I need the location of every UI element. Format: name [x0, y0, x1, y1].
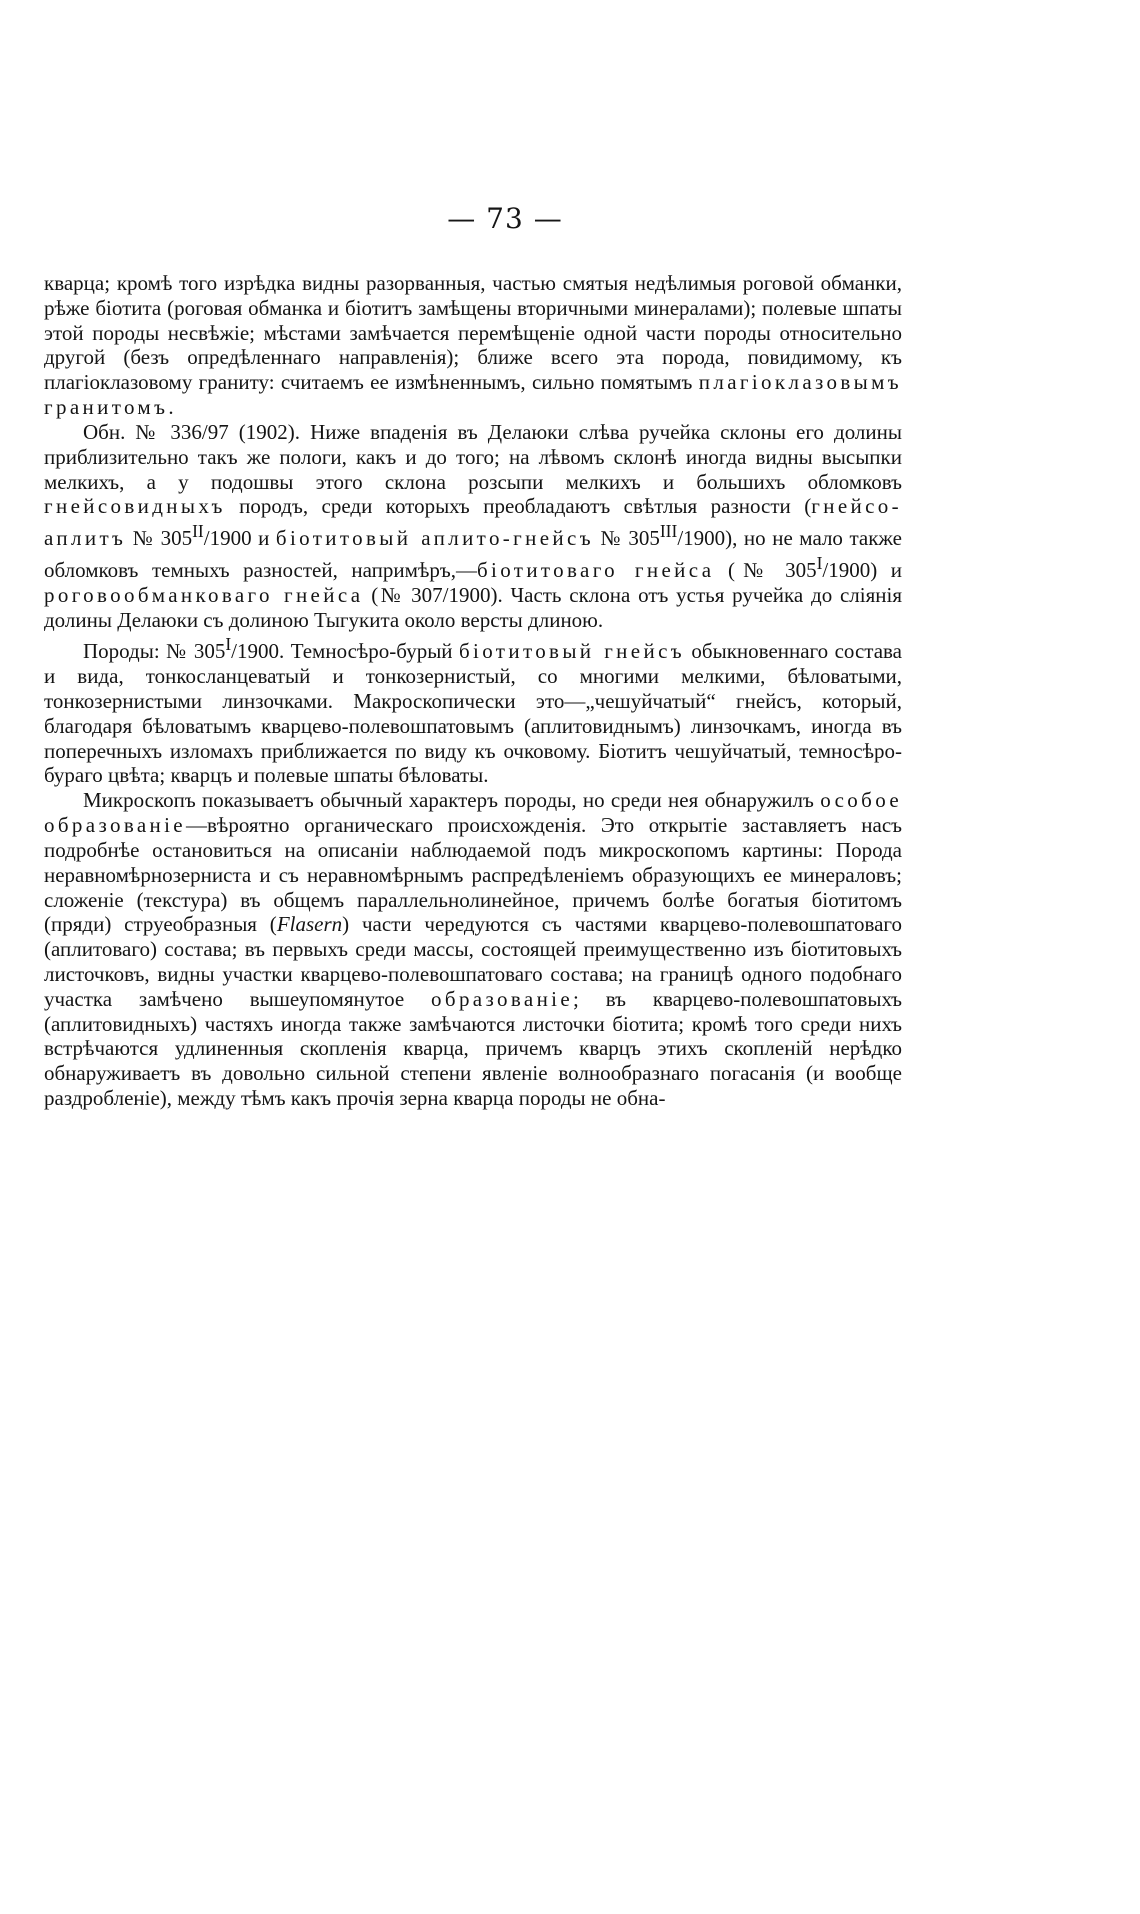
paragraph-4 — [44, 788, 902, 1111]
body-text — [44, 271, 902, 1111]
text-span: № 305 — [126, 526, 193, 551]
text-span: (№ 305 — [714, 557, 817, 582]
text-span: (№ 307/1900). Часть склона отъ устья ручейка до слiянiя долины Делаюки съ долиною Тыгукита около версты длиною. — [44, 582, 903, 632]
text-span: Породы: № 305 — [83, 639, 226, 664]
text-span: № 305 — [593, 526, 660, 551]
italic-term: Flasern — [276, 912, 343, 937]
text-span: обыкновеннаго состава и вида, тонкосланцеватый и тонкозернистый, со многими мелкими, бѣловатыми, тонкозернистыми линзочками. Макроскопически это—„чешуйчатый“ гнейсъ, который, благодаря бѣловатымъ кварцево-полевошпатовымъ (аплитовиднымъ) линзочкамъ, иногда въ поперечныхъ изломахъ приближается по виду къ очковому. Біотитъ чешуйчатый, темносѣро-бураго цвѣта; кварцъ и полевые шпаты бѣловаты. — [44, 639, 902, 788]
spaced-term: плагіоклазовымъ гранитомъ — [44, 370, 902, 420]
paragraph-3 — [44, 632, 902, 788]
text-span: ; въ кварцево-полевошпатовыхъ (аплитовидныхъ) частяхъ иногда также замѣчаются листочки біотита; кромѣ того среди нихъ встрѣчаются удлиненныя скопленія кварца, причемъ кварцъ этихъ скопленій нерѣдко обнаруживаетъ въ довольно сильной степени явленіе волнообразнаго погасанія (и вообще раздробленіе), между тѣмъ какъ прочія зерна кварца породы не обна- — [44, 986, 903, 1110]
text-span: —вѣроятно органическаго происхожденія. Это открытіе заставляетъ насъ подробнѣе остановиться на описаніи наблюдаемой подъ микроскопомъ картины: Порода неравномѣрнозерниста и съ неравномѣрнымъ распредѣленіемъ образующихъ ее минераловъ; сложеніе (текстура) въ общемъ параллельнолинейное, причемъ болѣе богатыя біотитомъ (пряди) струеобразныя ( — [44, 813, 902, 937]
text-span: Микроскопъ показываетъ обычный характеръ породы, но среди нея обнаружилъ — [83, 788, 821, 813]
paragraph-2 — [44, 420, 902, 633]
text-span: . — [168, 395, 174, 420]
spaced-term: роговообманковаго гнейса — [44, 582, 364, 607]
text-span: ) части чередуются съ частями кварцево-полевошпатоваго (аплитоваго) состава; въ первыхъ среди массы, состоящей преимущественно изъ біотитовыхъ листочковъ, видны участки кварцево-полевошпатоваго состава; на границѣ одного подобнаго участка замѣчено вышеупомянутое — [44, 912, 902, 1011]
text-span: /1900. Темносѣро-бурый — [231, 639, 459, 664]
text-span: кварца; кромѣ того изрѣдка видны разорванныя, частью смятыя недѣлимыя роговой обманки, рѣже біотита (роговая обманка и біотитъ замѣщены вторичными минералами); полевые шпаты этой породы несвѣжіе; мѣстами замѣчается перемѣщеніе одной части породы относительно другой (безъ опредѣленнаго направленія); ближе всего эта порода, повидимому, къ плагіоклазовому граниту: считаемъ ее измѣненнымъ, сильно помятымъ — [44, 271, 902, 395]
paragraph-1 — [44, 271, 902, 420]
spaced-term: гнейсовидныхъ — [44, 494, 226, 519]
page-number: — 73 — — [447, 202, 563, 235]
superscript: I — [816, 552, 823, 573]
spaced-term: біотитовый аплито-гнейсъ — [275, 526, 594, 551]
spaced-term: образованіе — [431, 986, 574, 1011]
spaced-term: біотитовый гнейсъ — [458, 639, 685, 664]
spaced-term: особое образованіе — [44, 788, 902, 838]
text-span: породъ, среди которыхъ преобладаютъ свѣтлыя разности ( — [225, 494, 812, 519]
spaced-term: біотитоваго гнейса — [476, 557, 715, 582]
text-span: /1900), но не мало также обломковъ темныхъ разностей, напримѣръ,— — [44, 526, 902, 582]
superscript: III — [659, 521, 678, 542]
text-span: /1900 и — [203, 526, 276, 551]
superscript: II — [192, 521, 204, 542]
superscript: I — [225, 634, 232, 655]
text-span: Обн. № 336/97 (1902). Ниже впаденія въ Делаюки слѣва ручейка склоны его долины приблизительно такъ же пологи, какъ и до того; на лѣвомъ склонѣ иногда видны высыпки мелкихъ, а у подошвы этого склона розсыпи мелкихъ и большихъ обломковъ — [44, 419, 902, 494]
text-span: /1900) и — [822, 557, 903, 582]
spaced-term: гнейсо-аплитъ — [44, 494, 902, 551]
